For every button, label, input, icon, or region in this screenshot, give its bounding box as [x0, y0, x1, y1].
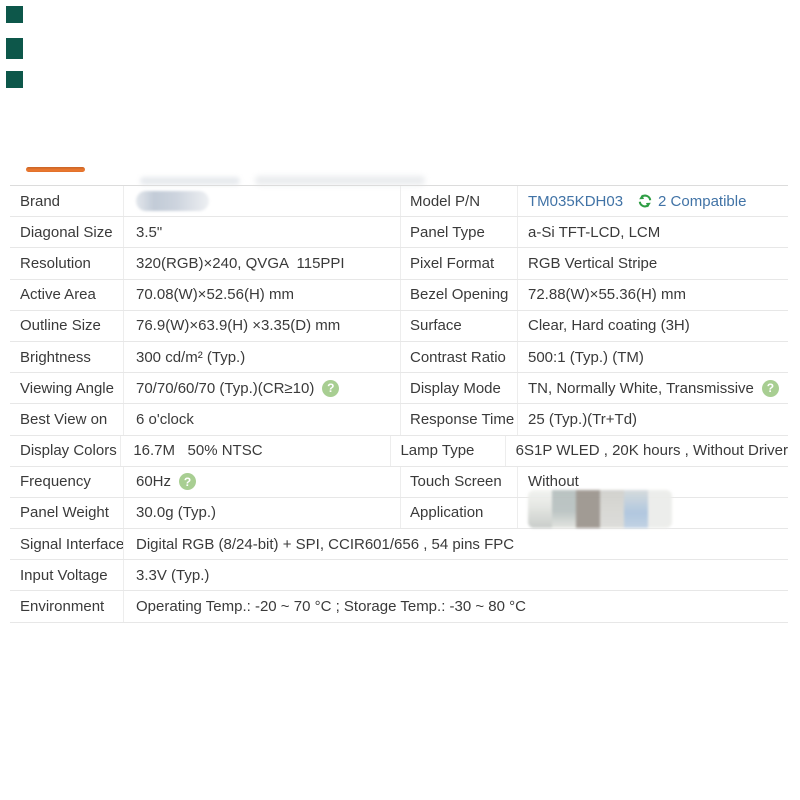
label-brand: Brand	[20, 192, 61, 210]
value-brand	[123, 186, 400, 216]
table-row-signal-interface	[10, 529, 788, 560]
value-display-colors: 16.7M 50% NTSC	[120, 436, 390, 466]
label-application: Application	[400, 498, 517, 528]
label-active-area: Active Area	[20, 286, 96, 304]
label-signal-interface: Signal Interface	[20, 535, 125, 553]
brand-censored-blur	[136, 191, 209, 211]
label-display-colors: Display Colors	[20, 442, 117, 460]
value-display-mode: TN, Normally White, Transmissive ?	[517, 373, 788, 403]
label-best-view-on: Best View on	[20, 410, 108, 428]
corner-watermark-square	[6, 38, 23, 59]
value-frequency: 60Hz ?	[123, 467, 400, 497]
value-best-view-on: 6 o'clock	[123, 404, 400, 434]
value-surface: Clear, Hard coating (3H)	[517, 311, 788, 341]
active-tab-indicator	[26, 167, 85, 172]
censor-blur-fragment	[255, 176, 425, 185]
label-response-time: Response Time	[400, 404, 517, 434]
label-surface: Surface	[400, 311, 517, 341]
table-row-brand-model	[10, 186, 788, 217]
value-input-voltage: 3.3V (Typ.)	[123, 560, 788, 590]
value-viewing-angle: 70/70/60/70 (Typ.)(CR≥10) ?	[123, 373, 400, 403]
value-brightness: 300 cd/m² (Typ.)	[123, 342, 400, 372]
value-model-pn	[517, 186, 788, 216]
table-row-outline-surface	[10, 311, 788, 342]
value-pixel-format: RGB Vertical Stripe	[517, 248, 788, 278]
value-signal-interface: Digital RGB (8/24-bit) + SPI, CCIR601/656 , 54 pins FPC	[123, 529, 788, 559]
value-contrast-ratio: 500:1 (Typ.) (TM)	[517, 342, 788, 372]
label-viewing-angle: Viewing Angle	[20, 379, 114, 397]
table-row-environment	[10, 591, 788, 622]
help-icon[interactable]: ?	[322, 380, 339, 397]
value-response-time: 25 (Typ.)(Tr+Td)	[517, 404, 788, 434]
table-row-bestview-response	[10, 404, 788, 435]
label-brightness: Brightness	[20, 348, 91, 366]
value-resolution: 320(RGB)×240, QVGA 115PPI	[123, 248, 400, 278]
label-frequency: Frequency	[20, 473, 91, 491]
label-contrast-ratio: Contrast Ratio	[400, 342, 517, 372]
value-diagonal-size: 3.5"	[123, 217, 400, 247]
table-row-resolution-pixel	[10, 248, 788, 279]
value-panel-weight: 30.0g (Typ.)	[123, 498, 400, 528]
help-icon[interactable]: ?	[179, 473, 196, 490]
label-touch-screen: Touch Screen	[400, 467, 517, 497]
compatible-link[interactable]: 2 Compatible	[658, 192, 747, 210]
label-outline-size: Outline Size	[20, 317, 101, 335]
table-row-input-voltage	[10, 560, 788, 591]
label-model-pn: Model P/N	[400, 186, 517, 216]
table-row-colors-lamp	[10, 436, 788, 467]
value-lamp-type: 6S1P WLED , 20K hours , Without Driver	[505, 436, 788, 466]
table-row-brightness-contrast	[10, 342, 788, 373]
label-panel-weight: Panel Weight	[20, 504, 109, 522]
corner-watermark-square	[6, 71, 23, 88]
spec-table	[10, 185, 788, 623]
censor-blur-fragment	[140, 177, 240, 185]
table-row-viewing-display	[10, 373, 788, 404]
value-touch-screen: Without	[517, 467, 788, 497]
table-row-weight-application	[10, 498, 788, 529]
label-display-mode: Display Mode	[400, 373, 517, 403]
value-bezel-opening: 72.88(W)×55.36(H) mm	[517, 280, 788, 310]
value-active-area: 70.08(W)×52.56(H) mm	[123, 280, 400, 310]
value-panel-type: a-Si TFT-LCD, LCM	[517, 217, 788, 247]
corner-watermark-square	[6, 6, 23, 23]
label-input-voltage: Input Voltage	[20, 566, 108, 584]
label-lamp-type: Lamp Type	[390, 436, 504, 466]
label-environment: Environment	[20, 598, 105, 616]
label-bezel-opening: Bezel Opening	[400, 280, 517, 310]
value-environment: Operating Temp.: -20 ~ 70 °C ; Storage Temp.: -30 ~ 80 °C	[123, 591, 788, 621]
value-application	[517, 498, 788, 528]
label-panel-type: Panel Type	[400, 217, 517, 247]
table-row-diagonal-panel	[10, 217, 788, 248]
help-icon[interactable]: ?	[762, 380, 779, 397]
application-censored-mosaic	[528, 490, 672, 528]
label-pixel-format: Pixel Format	[400, 248, 517, 278]
compatible-recycle-icon	[637, 193, 653, 209]
table-row-active-bezel	[10, 280, 788, 311]
model-pn-link[interactable]: TM035KDH03	[528, 192, 624, 210]
label-resolution: Resolution	[20, 254, 91, 272]
label-diagonal-size: Diagonal Size	[20, 223, 113, 241]
value-outline-size: 76.9(W)×63.9(H) ×3.35(D) mm	[123, 311, 400, 341]
